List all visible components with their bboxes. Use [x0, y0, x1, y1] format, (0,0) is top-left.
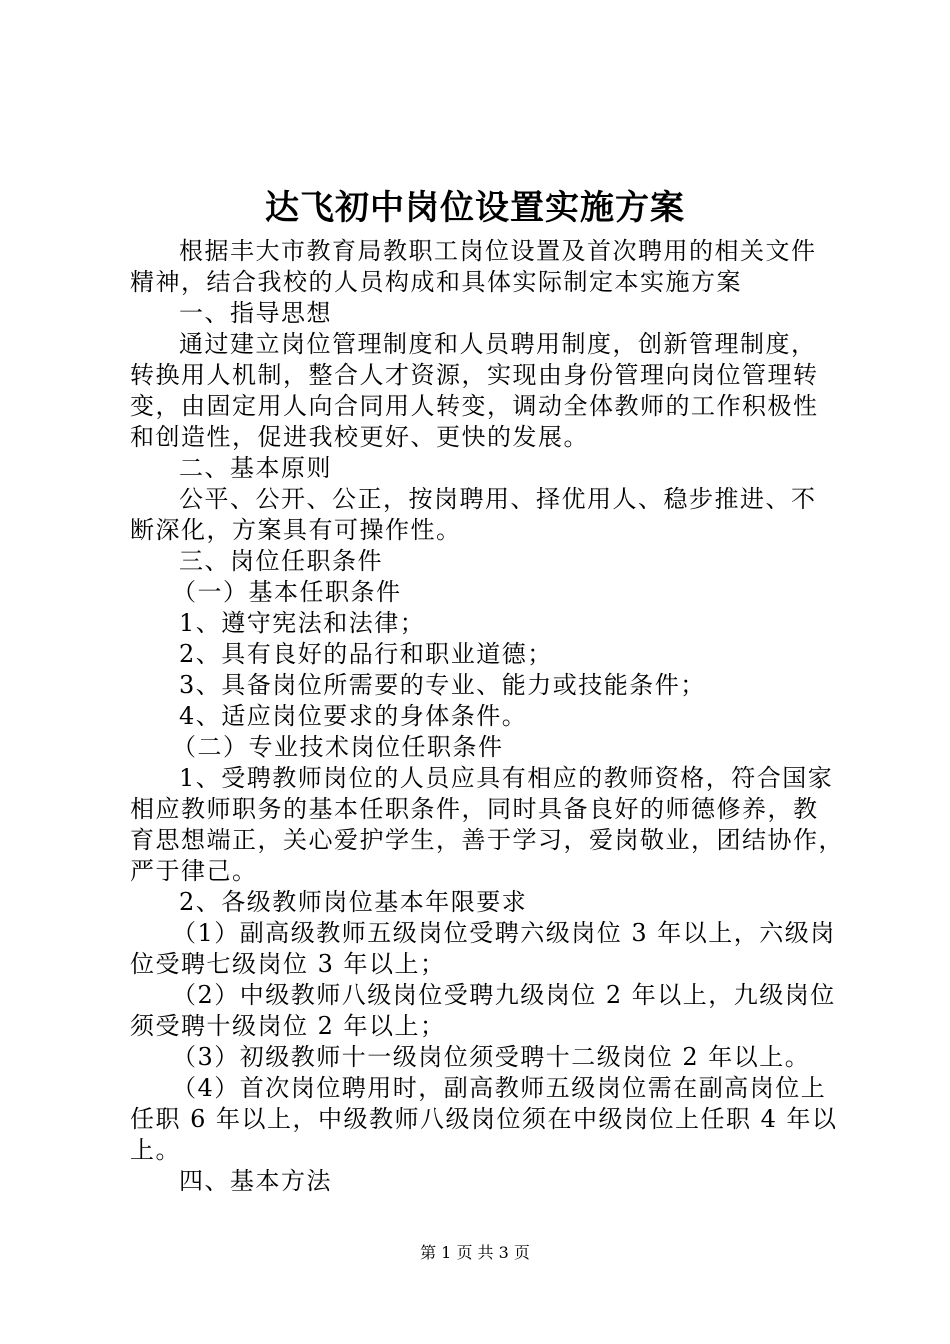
paragraph-line: 变，由固定用人向合同用人转变，调动全体教师的工作积极性 — [130, 392, 819, 420]
section-heading: 三、岗位任职条件 — [179, 547, 383, 575]
list-item: 2、具有良好的品行和职业道德； — [179, 640, 553, 668]
list-item: （1）副高级教师五级岗位受聘六级岗位 3 年以上，六级岗 — [172, 919, 836, 947]
paragraph-line: 上。 — [130, 1136, 181, 1164]
paragraph-line: 根据丰大市教育局教职工岗位设置及首次聘用的相关文件 — [179, 237, 817, 265]
section-heading: 二、基本原则 — [179, 454, 332, 482]
subsection-heading: （一）基本任职条件 — [172, 578, 402, 606]
paragraph-line: 公平、公开、公正，按岗聘用、择优用人、稳步推进、不 — [179, 485, 817, 513]
list-item: （3）初级教师十一级岗位须受聘十二级岗位 2 年以上。 — [172, 1043, 811, 1071]
paragraph-line: 严于律己。 — [130, 857, 258, 885]
paragraph-line: 相应教师职务的基本任职条件，同时具备良好的师德修养，教 — [130, 795, 819, 823]
paragraph-line: 精神，结合我校的人员构成和具体实际制定本实施方案 — [130, 268, 742, 296]
list-item: 1、遵守宪法和法律； — [179, 609, 426, 637]
list-item: （2）中级教师八级岗位受聘九级岗位 2 年以上，九级岗位 — [172, 981, 836, 1009]
paragraph-line: 位受聘七级岗位 3 年以上； — [130, 950, 446, 978]
paragraph-line: 须受聘十级岗位 2 年以上； — [130, 1012, 446, 1040]
paragraph-line: 1、受聘教师岗位的人员应具有相应的教师资格，符合国家 — [179, 764, 834, 792]
paragraph-line: 通过建立岗位管理制度和人员聘用制度，创新管理制度， — [179, 330, 817, 358]
list-item: （4）首次岗位聘用时，副高教师五级岗位需在副高岗位上 — [172, 1074, 827, 1102]
paragraph-line: 2、各级教师岗位基本年限要求 — [179, 888, 528, 916]
page-footer: 第 1 页 共 3 页 — [420, 1243, 530, 1262]
list-item: 4、适应岗位要求的身体条件。 — [179, 702, 528, 730]
document-title: 达飞初中岗位设置实施方案 — [265, 188, 685, 228]
paragraph-line: 和创造性，促进我校更好、更快的发展。 — [130, 423, 589, 451]
paragraph-line: 育思想端正，关心爱护学生，善于学习，爱岗敬业，团结协作， — [130, 826, 844, 854]
document-body — [130, 236, 844, 1197]
paragraph-line: 任职 6 年以上，中级教师八级岗位须在中级岗位上任职 4 年以 — [130, 1105, 838, 1133]
section-heading: 一、指导思想 — [179, 299, 332, 327]
paragraph-line: 断深化，方案具有可操作性。 — [130, 516, 462, 544]
subsection-heading: （二）专业技术岗位任职条件 — [172, 733, 504, 761]
section-heading: 四、基本方法 — [179, 1167, 332, 1195]
paragraph-line: 转换用人机制，整合人才资源，实现由身份管理向岗位管理转 — [130, 361, 819, 389]
list-item: 3、具备岗位所需要的专业、能力或技能条件； — [179, 671, 706, 699]
